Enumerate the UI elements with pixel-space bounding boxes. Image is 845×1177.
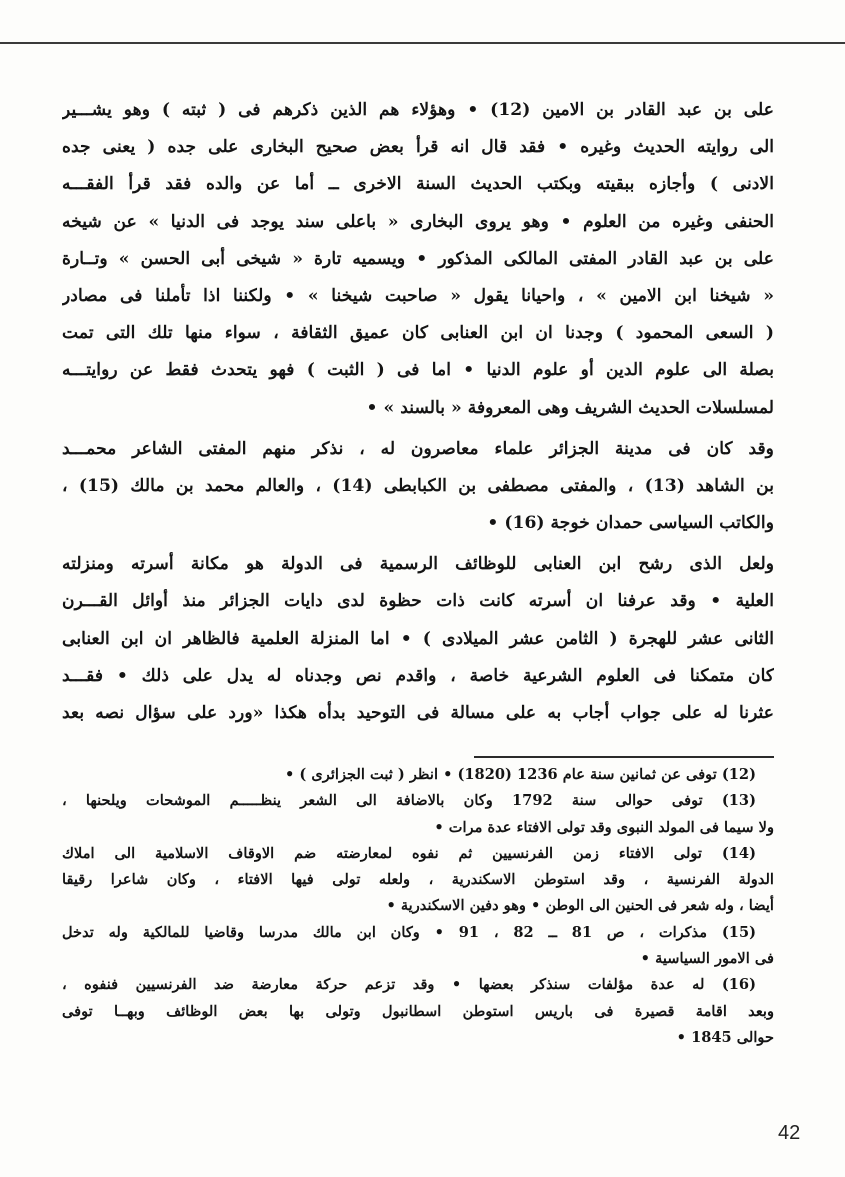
footnote-separator: [474, 756, 774, 758]
text-line: بن الشاهد (13) ، والمفتى مصطفى بن الكبابطى (14) ، والعالم محمد بن مالك (15) ،: [62, 475, 774, 496]
text-line: على بن عبد القادر بن الامين (12) • وهؤلاء هم الذين ذكرهم فى ( ثبته ) وهو يشـــير: [62, 100, 774, 120]
footnotes: [62, 762, 774, 1051]
text-line: الثانى عشر للهجرة ( الثامن عشر الميلادى ) • اما المنزلة العلمية فالظاهر ان ابن العنابى: [62, 628, 774, 649]
header-rule: [0, 42, 845, 44]
text-line: لمسلسلات الحديث الشريف وهى المعروفة « بالسند » •: [366, 397, 774, 418]
footnote-13: (13) توفى حوالى سنة 1792 وكان بالاضافة الى الشعر ينظـــــم الموشحات ويلحنها ،: [62, 792, 756, 810]
text-line: العلية • وقد عرفنا ان أسرته كانت ذات حظوة لدى دايات الجزائر منذ أوائل القـــرن: [62, 591, 774, 612]
text-line: الادنى ) وأجازه ببقيته وبكتب الحديث السنة الاخرى ــ أما عن والده فقد قرأ الفقـــه: [62, 174, 774, 195]
footnote-15: (15) مذكرات ، ص 81 ــ 82 ، 91 • وكان ابن مالك مدرسا وقاضيا للمالكية وله تدخل: [62, 923, 757, 941]
text-line: على بن عبد القادر المفتى المالكى المذكور • ويسميه تارة « شيخى أبى الحسن » وتــارة: [62, 248, 774, 269]
text-line: الحنفى وغيره من العلوم • وهو يروى البخارى « باعلى سند يوجد فى الدنيا » عن شيخه: [62, 211, 774, 232]
text-line: ولعل الذى رشح ابن العنابى للوظائف الرسمية فى الدولة هو مكانة أسرته ومنزلته: [62, 554, 774, 575]
text-line: « شيخنا ابن الامين » ، واحيانا يقول « صاحبت شيخنا » • ولكننا اذا تأملنا فى مصادر: [62, 285, 774, 306]
footnote-14-cont: أيضا ، وله شعر فى الحنين الى الوطن • وهو دفين الاسكندرية •: [386, 897, 774, 915]
text-line: وقد كان فى مدينة الجزائر علماء معاصرون له ، نذكر منهم المفتى الشاعر محمـــد: [62, 438, 774, 459]
text-line: والكاتب السياسى حمدان خوجة (16) •: [487, 513, 774, 534]
text-line: عثرنا له على جواب أجاب به على مسالة فى التوحيد بدأه هكذا «ورد على سؤال نصه بعد: [62, 703, 774, 723]
main-text: [62, 92, 774, 732]
footnote-16-cont: حوالى 1845 •: [676, 1028, 774, 1046]
text-line: الى روايته الحديث وغيره • فقد قال انه قرأ بعض صحيح البخارى على جده ( يعنى جده: [62, 137, 774, 158]
footnote-14-cont: الدولة الفرنسية ، وقد استوطن الاسكندرية ، ولعله تولى فيها الافتاء ، وكان شاعرا رقيقا: [62, 871, 774, 889]
text-line: بصلة الى علوم الدين أو علوم الدنيا • اما فى ( الثبت ) فهو يتحدث فقط عن روايتـــه: [62, 360, 774, 381]
text-line: كان متمكنا فى العلوم الشرعية خاصة ، واقدم نص وجدناه له يدل على ذلك • فقـــد: [62, 665, 774, 686]
text-line: ( السعى المحمود ) وجدنا ان ابن العنابى كان عميق الثقافة ، سواء منها تلك التى تمت: [62, 323, 774, 344]
footnote-15-cont: فى الامور السياسية •: [640, 950, 774, 968]
footnote-16-cont: وبعد اقامة قصيرة فى باريس استوطن اسطانبول وتولى بها بعض الوظائف وبهــا توفى: [62, 1002, 774, 1020]
footnote-12: (12) توفى عن ثمانين سنة عام 1236 (1820) • انظر ( ثبت الجزائرى ) •: [284, 766, 756, 783]
footnote-16: (16) له عدة مؤلفات سنذكر بعضها • وقد تزعم حركة معارضة ضد الفرنسيين فنفوه ،: [62, 976, 756, 994]
footnote-13-cont: ولا سيما فى المولد النبوى وقد تولى الافتاء عدة مرات •: [434, 818, 774, 836]
page-number: 42: [778, 1122, 801, 1144]
footnote-14: (14) تولى الافتاء زمن الفرنسيين ثم نفوه لمعارضته ضم الاوقاف الاسلامية الى املاك: [62, 844, 756, 862]
